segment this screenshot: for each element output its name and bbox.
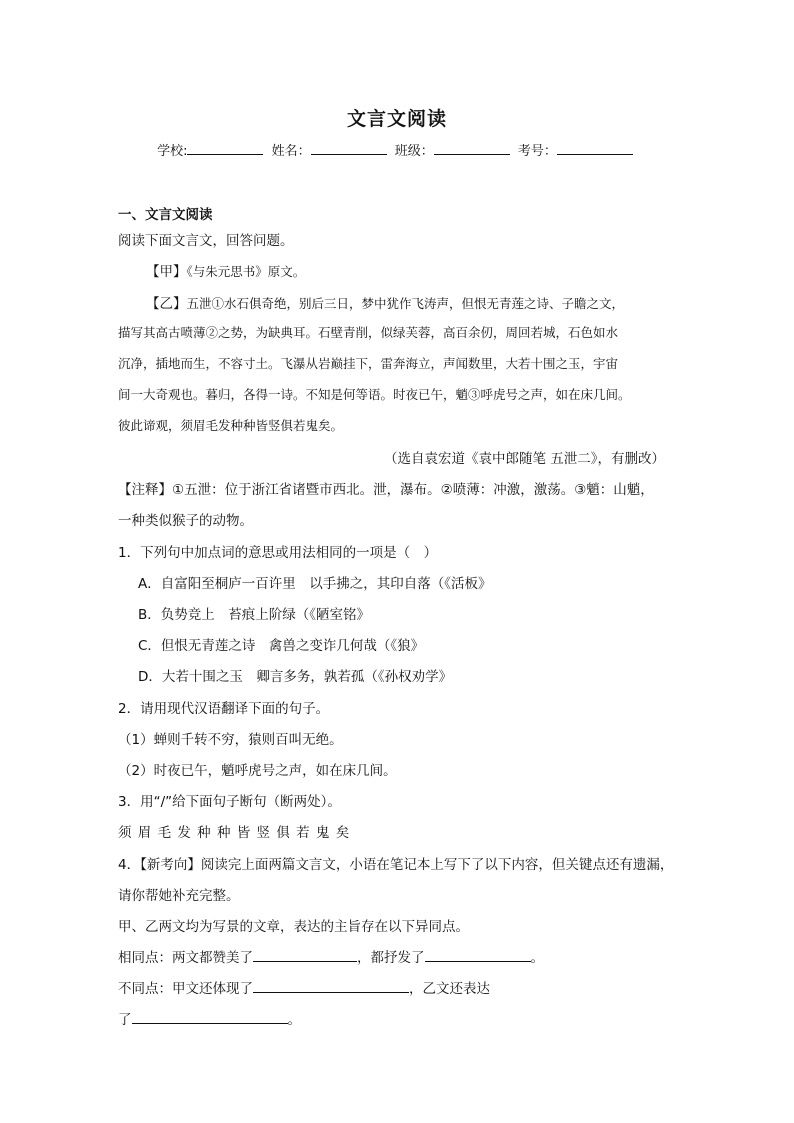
passage-jia-tag: 【甲】: [146, 264, 187, 280]
question-4-diff-row-2: [118, 1008, 301, 1028]
exam-number-blank[interactable]: [557, 142, 633, 155]
question-1-stem: 1．下列句中加点词的意思或用法相同的一项是（ ）: [118, 545, 438, 561]
exam-number-label: 考号：: [517, 144, 557, 159]
passage-yi-line-5: 彼此谛观，须眉毛发种种皆竖俱若鬼矣。: [118, 418, 344, 433]
student-info-row: [0, 140, 794, 159]
question-4-line-2: 请你帮她补充完整。: [118, 888, 240, 904]
passage-yi-source: （选自袁宏道《袁中郎随笔 五泄二》，有删改）: [384, 451, 666, 467]
diff-end: 。: [287, 1012, 301, 1028]
notes-line-2: 一种类似猴子的动物。: [118, 513, 253, 529]
class-label: 班级：: [394, 144, 434, 159]
question-4-same-row: [118, 946, 544, 966]
question-1-option-d[interactable]: D．大若十围之玉 卿言多务，孰若孤（《孙权劝学》: [138, 669, 453, 685]
passage-yi-line-3: 沉净，插地而生，不容寸土。飞瀑从岩巅挂下，雷奔海立，声闻数里，大若十围之玉，宇宙: [118, 356, 619, 371]
school-label: 学校:: [157, 144, 188, 159]
passage-yi-line-2: 描写其高古喷薄②之势，为缺典耳。石壁青削，似绿芙蓉，高百余仞，周回若城，石色如水: [118, 325, 619, 340]
page-title: 文言文阅读: [346, 108, 447, 130]
same-end: 。: [530, 950, 544, 966]
passage-jia-text: 《与朱元思书》原文。: [186, 264, 306, 279]
passage-yi-text-1: 五泄①水石俱奇绝，别后三日，梦中犹作飞涛声，但恨无青莲之诗、子瞻之文，: [186, 296, 625, 311]
passage-yi-tag: 【乙】: [146, 296, 187, 312]
section-heading: 一、文言文阅读: [118, 207, 213, 223]
same-blank-1[interactable]: [253, 948, 357, 962]
diff-blank-2[interactable]: [132, 1010, 288, 1024]
name-label: 姓名：: [271, 144, 311, 159]
diff-cont: 了: [118, 1012, 132, 1028]
question-3-stem: 3．用“/”给下面句子断句（断两处）。: [118, 794, 341, 810]
passage-yi-line-4: 间一大奇观也。暮归，各得一诗。不知是何等语。时夜已午，魈③呼虎号之声，如在床几间。: [118, 387, 631, 402]
question-4-diff-row: [118, 977, 490, 997]
school-blank[interactable]: [187, 142, 263, 155]
same-mid: ，都抒发了: [357, 950, 425, 966]
passage-jia: [146, 260, 305, 280]
question-2-item-2: （2）时夜已午，魈呼虎号之声，如在床几间。: [118, 763, 397, 779]
question-2-stem: 2．请用现代汉语翻译下面的句子。: [118, 701, 330, 717]
question-1-option-a[interactable]: A．自富阳至桐庐一百许里 以手拂之，其印自落（《活板》: [138, 576, 492, 592]
instruction-text: 阅读下面文言文，回答问题。: [118, 233, 294, 249]
question-1-option-c[interactable]: C．但恨无青莲之诗 禽兽之变诈几何哉（《狼》: [138, 638, 425, 654]
passage-yi-line-1: [146, 292, 624, 312]
question-1-option-b[interactable]: B．负势竞上 苔痕上阶绿（《陋室铭》: [138, 607, 371, 623]
diff-label: 不同点：甲文还体现了: [118, 981, 253, 997]
notes-line-1: 【注释】①五泄：位于浙江省诸暨市西北。泄，瀑布。②喷薄：冲激，激荡。③魈：山魈，: [118, 482, 654, 498]
question-3-sentence: 须 眉 毛 发 种 种 皆 竖 俱 若 鬼 矣: [118, 825, 351, 841]
question-2-item-1: （1）蝉则千转不穷，猿则百叫无绝。: [118, 732, 343, 748]
question-4-line-3: 甲、乙两文均为写景的文章，表达的主旨存在以下异同点。: [118, 919, 469, 935]
diff-mid: ，乙文还表达: [409, 981, 490, 997]
same-blank-2[interactable]: [425, 948, 531, 962]
question-4-line-1: 4．【新考向】阅读完上面两篇文言文，小语在笔记本上写下了以下内容，但关键点还有遗漏，: [118, 857, 674, 873]
same-label: 相同点：两文都赞美了: [118, 950, 253, 966]
name-blank[interactable]: [311, 142, 387, 155]
diff-blank-1[interactable]: [253, 979, 409, 993]
class-blank[interactable]: [434, 142, 510, 155]
